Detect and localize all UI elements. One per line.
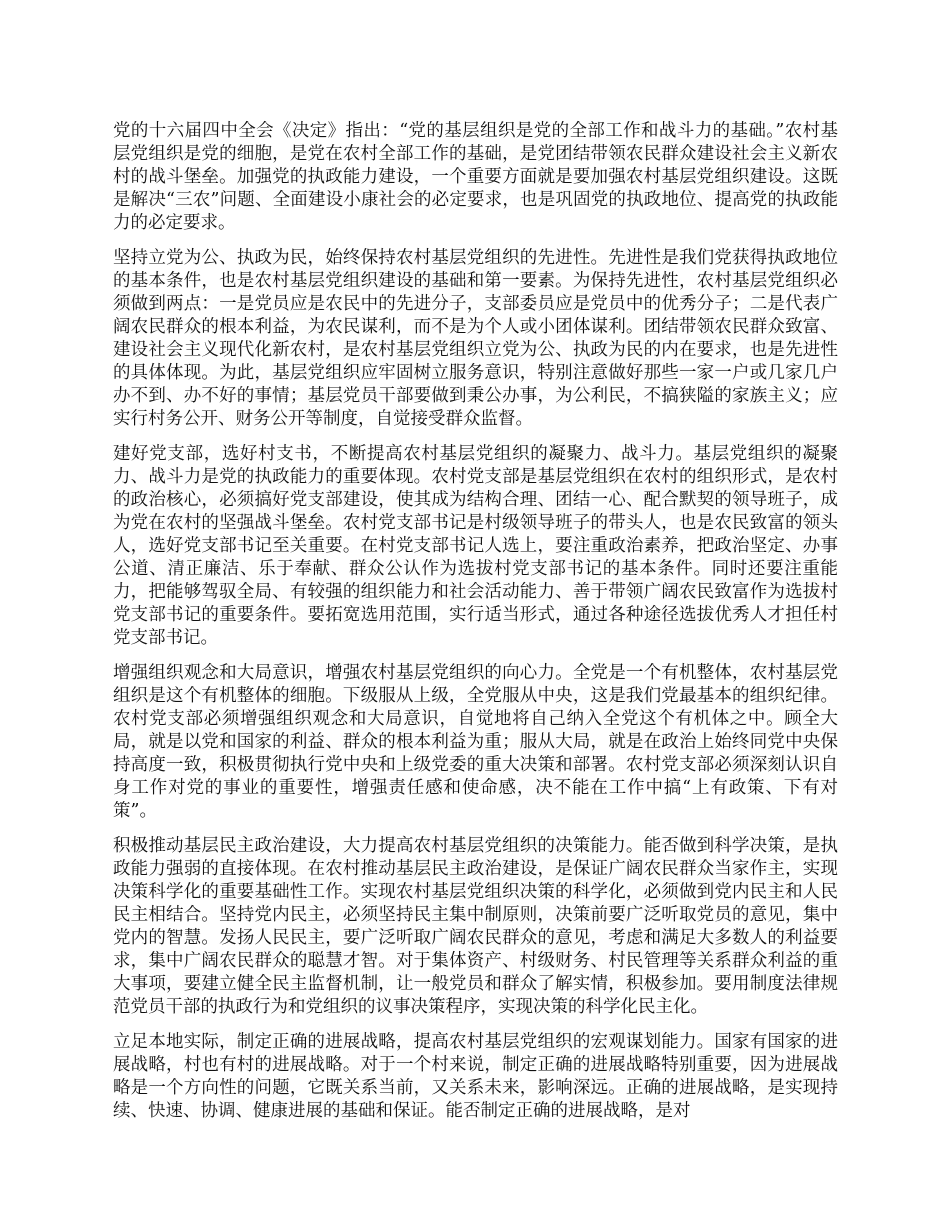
paragraph-2: 坚持立党为公、执政为民，始终保持农村基层党组织的先进性。先进性是我们党获得执政地位的基本条件，也是农村基层党组织建设的基础和第一要素。为保持先进性，农村基层党组织必须做到两点：一是党员应是农民中的先进分子，支部委员应是党员中的优秀分子；二是代表广阔农民群众的根本利益，为农民谋利，而不是为个人或小团体谋利。团结带领农民群众致富、建设社会主义现代化新农村，是农村基层党组织立党为公、执政为民的内在要求，也是先进性的具体体现。为此，基层党组织应牢固树立服务意识，特别注意做好那些一家一户或几家几户办不到、办不好的事情；基层党员干部要做到秉公办事，为公利民，不搞狭隘的家族主义；应实行村务公开、财务公开等制度，自觉接受群众监督。 — [113, 248, 838, 429]
paragraph-1: 党的十六届四中全会《决定》指出：“党的基层组织是党的全部工作和战斗力的基础。”农村基层党组织是党的细胞，是党在农村全部工作的基础，是党团结带领农民群众建设社会主义新农村的战斗堡垒。加强党的执政能力建设，一个重要方面就是要加强农村基层党组织建设。这既是解决“三农”问题、全面建设小康社会的必定要求，也是巩固党的执政地位、提高党的执政能力的必定要求。 — [113, 121, 838, 233]
paragraph-3: 建好党支部，选好村支书，不断提高农村基层党组织的凝聚力、战斗力。基层党组织的凝聚力、战斗力是党的执政能力的重要体现。农村党支部是基层党组织在农村的组织形式，是农村的政治核心，必须搞好党支部建设，使其成为结构合理、团结一心、配合默契的领导班子，成为党在农村的坚强战斗堡垒。农村党支部书记是村级领导班子的带头人，也是农民致富的领头人，选好党支部书记至关重要。在村党支部书记人选上，要注重政治素养，把政治坚定、办事公道、清正廉洁、乐于奉献、群众公认作为选拔村党支部书记的基本条件。同时还要注重能力，把能够驾驭全局、有较强的组织能力和社会活动能力、善于带领广阔农民致富作为选拔村党支部书记的重要条件。要拓宽选用范围，实行适当形式，通过各种途径选拔优秀人才担任村党支部书记。 — [113, 444, 838, 648]
paragraph-5: 积极推动基层民主政治建设，大力提高农村基层党组织的决策能力。能否做到科学决策，是执政能力强弱的直接体现。在农村推动基层民主政治建设，是保证广阔农民群众当家作主，实现决策科学化的重要基础性工作。实现农村基层党组织决策的科学化，必须做到党内民主和人民民主相结合。坚持党内民主，必须坚持民主集中制原则，决策前要广泛听取党员的意见，集中党内的智慧。发扬人民民主，要广泛听取广阔农民群众的意见，考虑和满足大多数人的利益要求，集中广阔农民群众的聪慧才智。对于集体资产、村级财务、村民管理等关系群众利益的重大事项，要建立健全民主监督机制，让一般党员和群众了解实情，积极参加。要用制度法律规范党员干部的执政行为和党组织的议事决策程序，实现决策的科学化民主化。 — [113, 836, 838, 1017]
paragraph-4: 增强组织观念和大局意识，增强农村基层党组织的向心力。全党是一个有机整体，农村基层党组织是这个有机整体的细胞。下级服从上级，全党服从中央，这是我们党最基本的组织纪律。农村党支部必须增强组织观念和大局意识，自觉地将自己纳入全党这个有机体之中。顾全大局，就是以党和国家的利益、群众的根本利益为重；服从大局，就是在政治上始终同党中央保持高度一致，积极贯彻执行党中央和上级党委的重大决策和部署。农村党支部必须深刻认识自身工作对党的事业的重要性，增强责任感和使命感，决不能在工作中搞“上有政策、下有对策”。 — [113, 663, 838, 821]
paragraph-6: 立足本地实际，制定正确的进展战略，提高农村基层党组织的宏观谋划能力。国家有国家的进展战略，村也有村的进展战略。对于一个村来说，制定正确的进展战略特别重要，因为进展战略是一个方向性的问题，它既关系当前，又关系未来，影响深远。正确的进展战略，是实现持续、快速、协调、健康进展的基础和保证。能否制定正确的进展战略，是对 — [113, 1032, 838, 1121]
document-body — [113, 120, 838, 1135]
